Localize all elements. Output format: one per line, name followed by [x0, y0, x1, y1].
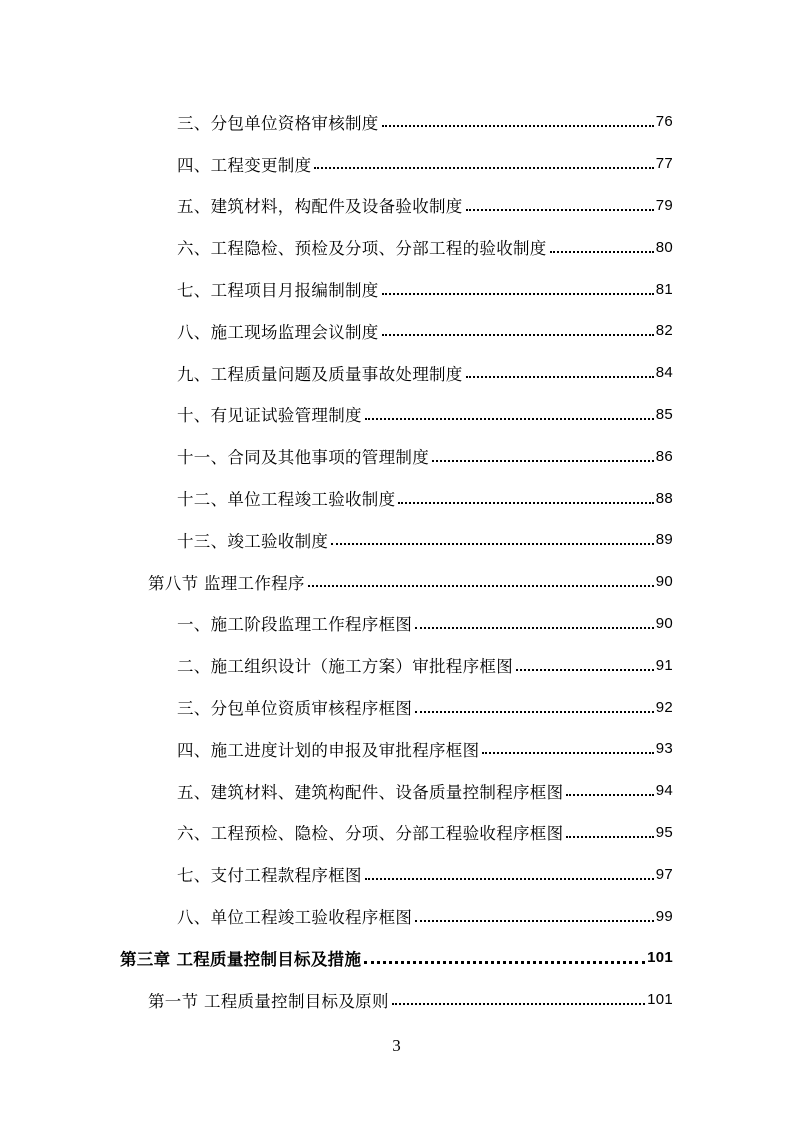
toc-entry[interactable] [0, 352, 673, 394]
toc-entry-page: 79 [655, 196, 673, 214]
toc-entry-title: 六、工程隐检、预检及分项、分部工程的验收制度 [177, 239, 547, 259]
toc-entry-page: 84 [655, 364, 673, 382]
toc-entry-page: 82 [655, 322, 673, 340]
toc-entry[interactable] [0, 101, 673, 143]
toc-entry-page: 85 [655, 405, 673, 423]
toc-entry-page: 86 [655, 447, 673, 465]
toc-entry[interactable] [0, 770, 673, 812]
toc-dot-leader [331, 542, 654, 545]
toc-dot-leader [550, 250, 654, 253]
toc-entry[interactable] [0, 435, 673, 477]
toc-dot-leader [415, 919, 654, 922]
toc-entry[interactable] [0, 812, 673, 854]
toc-dot-leader [482, 751, 653, 754]
toc-entry-page: 91 [655, 656, 673, 674]
toc-entry[interactable] [0, 143, 673, 185]
toc-entry-page: 76 [655, 113, 673, 131]
toc-entry-page: 81 [655, 280, 673, 298]
page-number: 3 [392, 1036, 401, 1055]
toc-entry-page: 77 [655, 155, 673, 173]
toc-entry[interactable] [0, 185, 673, 227]
toc-dot-leader [308, 584, 654, 587]
toc-entry[interactable] [0, 477, 673, 519]
toc-entry-title: 二、施工组织设计（施工方案）审批程序框图 [177, 657, 513, 677]
toc-entry-page: 97 [655, 865, 673, 883]
toc-entry[interactable] [0, 310, 673, 352]
toc-entry[interactable] [0, 979, 673, 1021]
toc-entry-page: 88 [655, 489, 673, 507]
toc-dot-leader [392, 1002, 645, 1005]
toc-entry-title: 六、工程预检、隐检、分项、分部工程验收程序框图 [177, 824, 564, 844]
toc-entry-page: 94 [655, 782, 673, 800]
toc-entry-title: 十三、竣工验收制度 [177, 531, 329, 551]
toc-dot-leader [466, 375, 654, 378]
toc-entry-title: 十二、单位工程竣工验收制度 [177, 490, 396, 510]
toc-entry-page: 90 [655, 573, 673, 591]
toc-entry[interactable] [0, 603, 673, 645]
toc-entry[interactable] [0, 895, 673, 937]
toc-entry[interactable] [0, 728, 673, 770]
toc-dot-leader [566, 835, 653, 838]
toc-entry-title: 第一节 工程质量控制目标及原则 [148, 991, 389, 1011]
toc-entry-title: 三、分包单位资格审核制度 [177, 113, 379, 133]
toc-dot-leader [415, 710, 654, 713]
toc-dot-leader [566, 793, 653, 796]
toc-entry-page: 80 [655, 238, 673, 256]
toc-dot-leader [382, 292, 654, 295]
toc-entry[interactable] [0, 853, 673, 895]
toc-entry[interactable] [0, 519, 673, 561]
toc-dot-leader [365, 417, 654, 420]
toc-entry-page: 89 [655, 531, 673, 549]
toc-dot-leader [314, 166, 653, 169]
toc-entry-title: 四、工程变更制度 [177, 155, 312, 175]
toc-entry-page: 90 [655, 614, 673, 632]
toc-entry[interactable] [0, 686, 673, 728]
toc-entry-title: 八、单位工程竣工验收程序框图 [177, 908, 413, 928]
toc-entry-page: 99 [655, 907, 673, 925]
toc-entry-title: 三、分包单位资质审核程序框图 [177, 699, 413, 719]
toc-entry-title: 九、工程质量问题及质量事故处理制度 [177, 364, 463, 384]
toc-dot-leader [466, 208, 654, 211]
toc-entry-title: 十一、合同及其他事项的管理制度 [177, 448, 429, 468]
toc-entry-title: 五、建筑材料，构配件及设备验收制度 [177, 197, 463, 217]
toc-entry[interactable] [0, 644, 673, 686]
toc-entry-title: 五、建筑材料、建筑构配件、设备质量控制程序框图 [177, 782, 564, 802]
toc-dot-leader [365, 877, 654, 880]
toc-entry-page: 101 [647, 991, 673, 1009]
toc-entry[interactable] [0, 937, 673, 979]
toc-entry[interactable] [0, 394, 673, 436]
toc-entry-title: 四、施工进度计划的申报及审批程序框图 [177, 740, 480, 760]
toc-dot-leader [415, 626, 654, 629]
toc-dot-leader [382, 333, 654, 336]
toc-entry-title: 第三章 工程质量控制目标及措施 [120, 949, 362, 969]
toc-entry-title: 八、施工现场监理会议制度 [177, 322, 379, 342]
toc-entry-title: 十、有见证试验管理制度 [177, 406, 362, 426]
toc-entry[interactable] [0, 226, 673, 268]
toc-entry-page: 93 [655, 740, 673, 758]
toc-entry-page: 92 [655, 698, 673, 716]
toc-dot-leader [516, 668, 654, 671]
toc-entry[interactable] [0, 561, 673, 603]
toc-dot-leader [432, 459, 654, 462]
toc-entry[interactable] [0, 268, 673, 310]
toc-dot-leader [398, 501, 653, 504]
toc-dot-leader [382, 124, 654, 127]
toc-entry-page: 95 [655, 823, 673, 841]
toc-dot-leader [364, 960, 645, 964]
toc-entry-title: 七、支付工程款程序框图 [177, 866, 362, 886]
toc-entry-title: 一、施工阶段监理工作程序框图 [177, 615, 413, 635]
toc-entry-title: 第八节 监理工作程序 [148, 573, 305, 593]
toc-entry-title: 七、工程项目月报编制制度 [177, 281, 379, 301]
table-of-contents [0, 101, 793, 1021]
toc-entry-page: 101 [647, 949, 673, 967]
